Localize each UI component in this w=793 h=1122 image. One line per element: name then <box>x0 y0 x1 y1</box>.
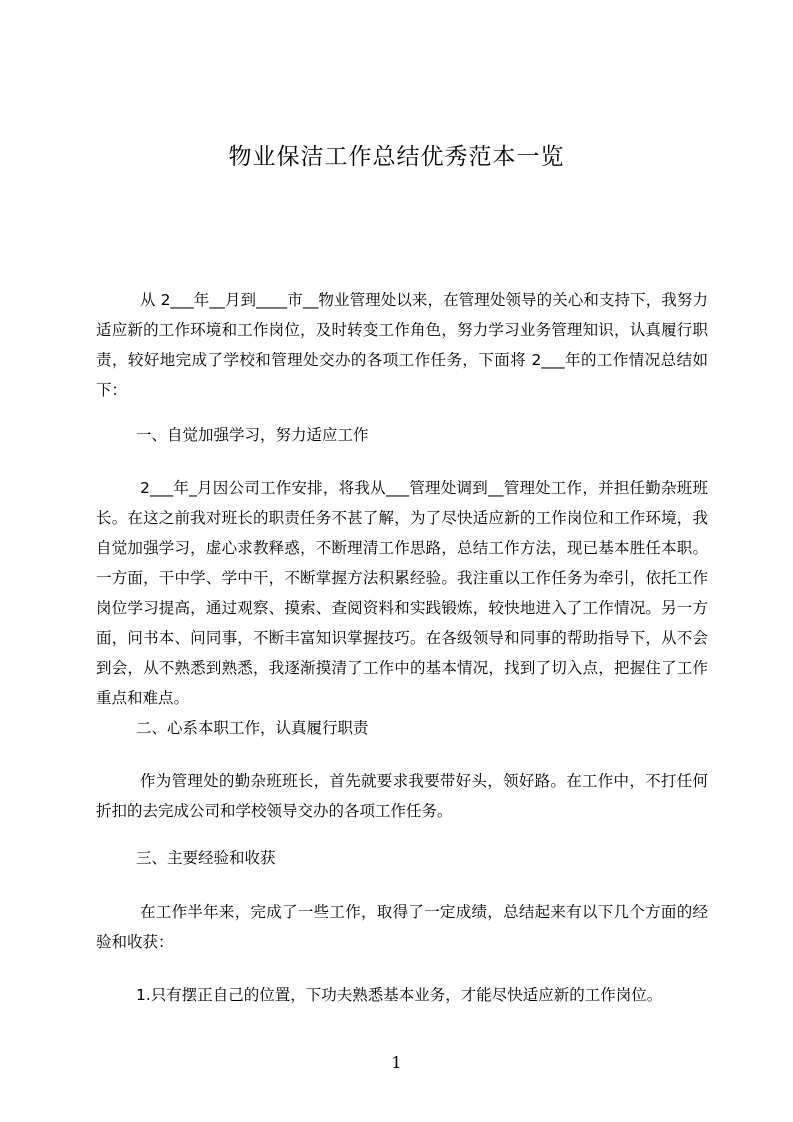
section-3-heading: 三、主要经验和收获 <box>136 849 276 867</box>
section-2-heading: 二、心系本职工作，认真履行职责 <box>136 719 369 737</box>
section-2-paragraph: 作为管理处的勤杂班班长，首先就要求我要带好头，领好路。在工作中，不打任何折扣的去完成公司和学校领导交办的各项工作任务。 <box>96 772 708 820</box>
intro-paragraph: 从 2___年__月到____市__物业管理处以来，在管理处领导的关心和支持下，我努力适应新的工作环境和工作岗位，及时转变工作角色，努力学习业务管理知识，认真履行职责，较好地完成了学校和管理处交办的各项工作任务，下面将 2___年的工作情况总结如下： <box>96 291 708 399</box>
document-title: 物业保洁工作总结优秀范本一览 <box>228 144 565 170</box>
page-number: 1 <box>391 1053 402 1072</box>
section-1-paragraph: 2___年_月因公司工作安排，将我从___管理处调到__管理处工作，并担任勤杂班班长。在这之前我对班长的职责任务不甚了解，为了尽快适应新的工作岗位和工作环境，我自觉加强学习，虚心求教释惑，不断理清工作思路，总结工作方法，现已基本胜任本职。一方面，干中学、学中干，不断掌握方法积累经验。我注重以工作任务为牵引，依托工作岗位学习提高，通过观察、摸索、查阅资料和实践锻炼，较快地进入了工作情况。另一方面，问书本、问同事，不断丰富知识掌握技巧。在各级领导和同事的帮助指导下，从不会到会，从不熟悉到熟悉，我逐渐摸清了工作中的基本情况，找到了切入点，把握住了工作重点和难点。 <box>96 479 708 707</box>
section-3-paragraph: 在工作半年来，完成了一些工作，取得了一定成绩，总结起来有以下几个方面的经验和收获： <box>96 903 708 951</box>
section-1-heading: 一、自觉加强学习，努力适应工作 <box>136 426 369 444</box>
list-item: 1.只有摆正自己的位置，下功夫熟悉基本业务，才能尽快适应新的工作岗位。 <box>136 986 663 1004</box>
